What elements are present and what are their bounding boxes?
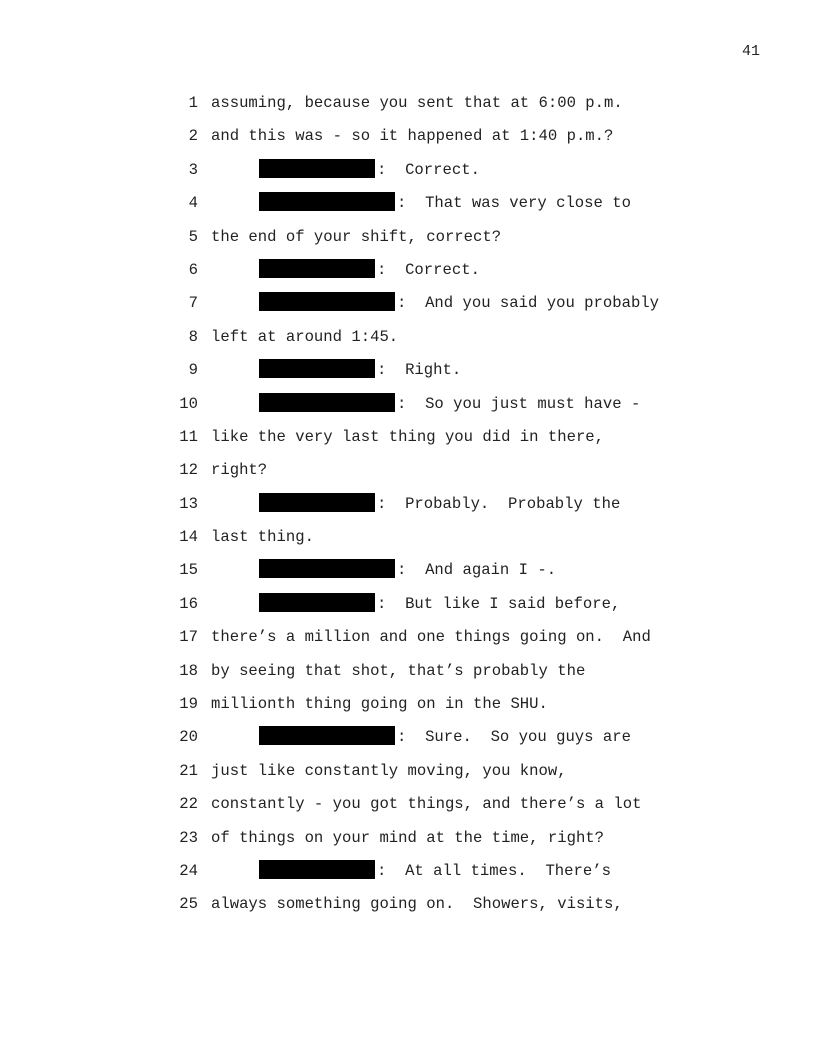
transcript-line <box>160 759 720 792</box>
redacted-speaker-name <box>259 292 395 311</box>
page-number: 41 <box>742 43 761 60</box>
speaker-turn <box>259 592 620 616</box>
transcript-line <box>160 592 720 625</box>
line-text: just like constantly moving, you know, <box>211 761 567 780</box>
line-number: 7 <box>188 294 198 313</box>
transcript-line <box>160 625 720 658</box>
speech-text: : Probably. Probably the <box>377 494 621 513</box>
redacted-speaker-name <box>259 359 375 378</box>
transcript-line <box>160 425 720 458</box>
speaker-turn <box>259 358 461 382</box>
line-number: 22 <box>179 795 198 814</box>
line-number: 13 <box>179 494 198 513</box>
transcript-line <box>160 492 720 525</box>
redacted-speaker-name <box>259 393 395 412</box>
line-number: 25 <box>179 895 198 914</box>
line-text: constantly - you got things, and there’s a lot <box>211 795 642 814</box>
transcript-line <box>160 558 720 591</box>
transcript-line <box>160 258 720 291</box>
line-number: 4 <box>188 194 198 213</box>
transcript-line <box>160 124 720 157</box>
speech-text: : And you said you probably <box>397 294 660 313</box>
speaker-turn <box>259 725 631 749</box>
line-text: left at around 1:45. <box>211 327 399 346</box>
line-number: 12 <box>179 461 198 480</box>
speech-text: : Sure. So you guys are <box>397 728 631 747</box>
line-number: 8 <box>188 327 198 346</box>
line-number: 5 <box>188 227 198 246</box>
redacted-speaker-name <box>259 192 395 211</box>
transcript-line <box>160 792 720 825</box>
line-number: 11 <box>179 427 198 446</box>
speaker-turn <box>259 258 480 282</box>
speech-text: : Correct. <box>377 160 480 179</box>
line-number: 19 <box>179 695 198 714</box>
transcript-line <box>160 91 720 124</box>
speaker-turn <box>259 191 631 215</box>
redacted-speaker-name <box>259 593 375 612</box>
speaker-turn <box>259 492 620 516</box>
line-number: 16 <box>179 594 198 613</box>
transcript-line <box>160 191 720 224</box>
line-number: 2 <box>188 127 198 146</box>
line-text: by seeing that shot, that’s probably the <box>211 661 586 680</box>
line-text: right? <box>211 461 268 480</box>
transcript-body <box>160 91 720 926</box>
speaker-turn <box>259 859 611 883</box>
transcript-line <box>160 325 720 358</box>
line-number: 14 <box>179 528 198 547</box>
speech-text: : But like I said before, <box>377 594 621 613</box>
line-text: millionth thing going on in the SHU. <box>211 695 548 714</box>
line-number: 21 <box>179 761 198 780</box>
line-number: 18 <box>179 661 198 680</box>
transcript-line <box>160 525 720 558</box>
speech-text: : Right. <box>377 361 462 380</box>
line-text: of things on your mind at the time, right? <box>211 828 605 847</box>
speech-text: : Correct. <box>377 260 480 279</box>
transcript-line <box>160 158 720 191</box>
transcript-line <box>160 225 720 258</box>
line-number: 24 <box>179 861 198 880</box>
redacted-speaker-name <box>259 159 375 178</box>
speaker-turn <box>259 291 659 315</box>
speech-text: : So you just must have - <box>397 394 641 413</box>
speaker-turn <box>259 558 556 582</box>
transcript-line <box>160 859 720 892</box>
line-number: 17 <box>179 628 198 647</box>
speaker-turn <box>259 158 480 182</box>
line-number: 15 <box>179 561 198 580</box>
line-number: 23 <box>179 828 198 847</box>
redacted-speaker-name <box>259 493 375 512</box>
redacted-speaker-name <box>259 559 395 578</box>
redacted-speaker-name <box>259 259 375 278</box>
transcript-line <box>160 725 720 758</box>
line-number: 3 <box>188 160 198 179</box>
line-number: 20 <box>179 728 198 747</box>
transcript-line <box>160 458 720 491</box>
line-text: the end of your shift, correct? <box>211 227 502 246</box>
line-text: and this was - so it happened at 1:40 p.m.? <box>211 127 614 146</box>
speech-text: : And again I -. <box>397 561 557 580</box>
line-text: last thing. <box>211 528 314 547</box>
transcript-line <box>160 826 720 859</box>
line-number: 6 <box>188 260 198 279</box>
transcript-line <box>160 291 720 324</box>
redacted-speaker-name <box>259 860 375 879</box>
line-text: like the very last thing you did in there, <box>211 427 605 446</box>
line-number: 10 <box>179 394 198 413</box>
transcript-line <box>160 659 720 692</box>
transcript-line <box>160 892 720 925</box>
transcript-line <box>160 392 720 425</box>
line-number: 1 <box>188 94 198 112</box>
speech-text: : That was very close to <box>397 194 631 213</box>
speech-text: : At all times. There’s <box>377 861 611 880</box>
transcript-line <box>160 358 720 391</box>
line-number: 9 <box>188 361 198 380</box>
speaker-turn <box>259 392 640 416</box>
redacted-speaker-name <box>259 726 395 745</box>
transcript-line <box>160 692 720 725</box>
line-text: there’s a million and one things going on. And <box>211 628 651 647</box>
line-text: always something going on. Showers, visits, <box>211 895 623 914</box>
line-text: assuming, because you sent that at 6:00 p.m. <box>211 94 623 112</box>
